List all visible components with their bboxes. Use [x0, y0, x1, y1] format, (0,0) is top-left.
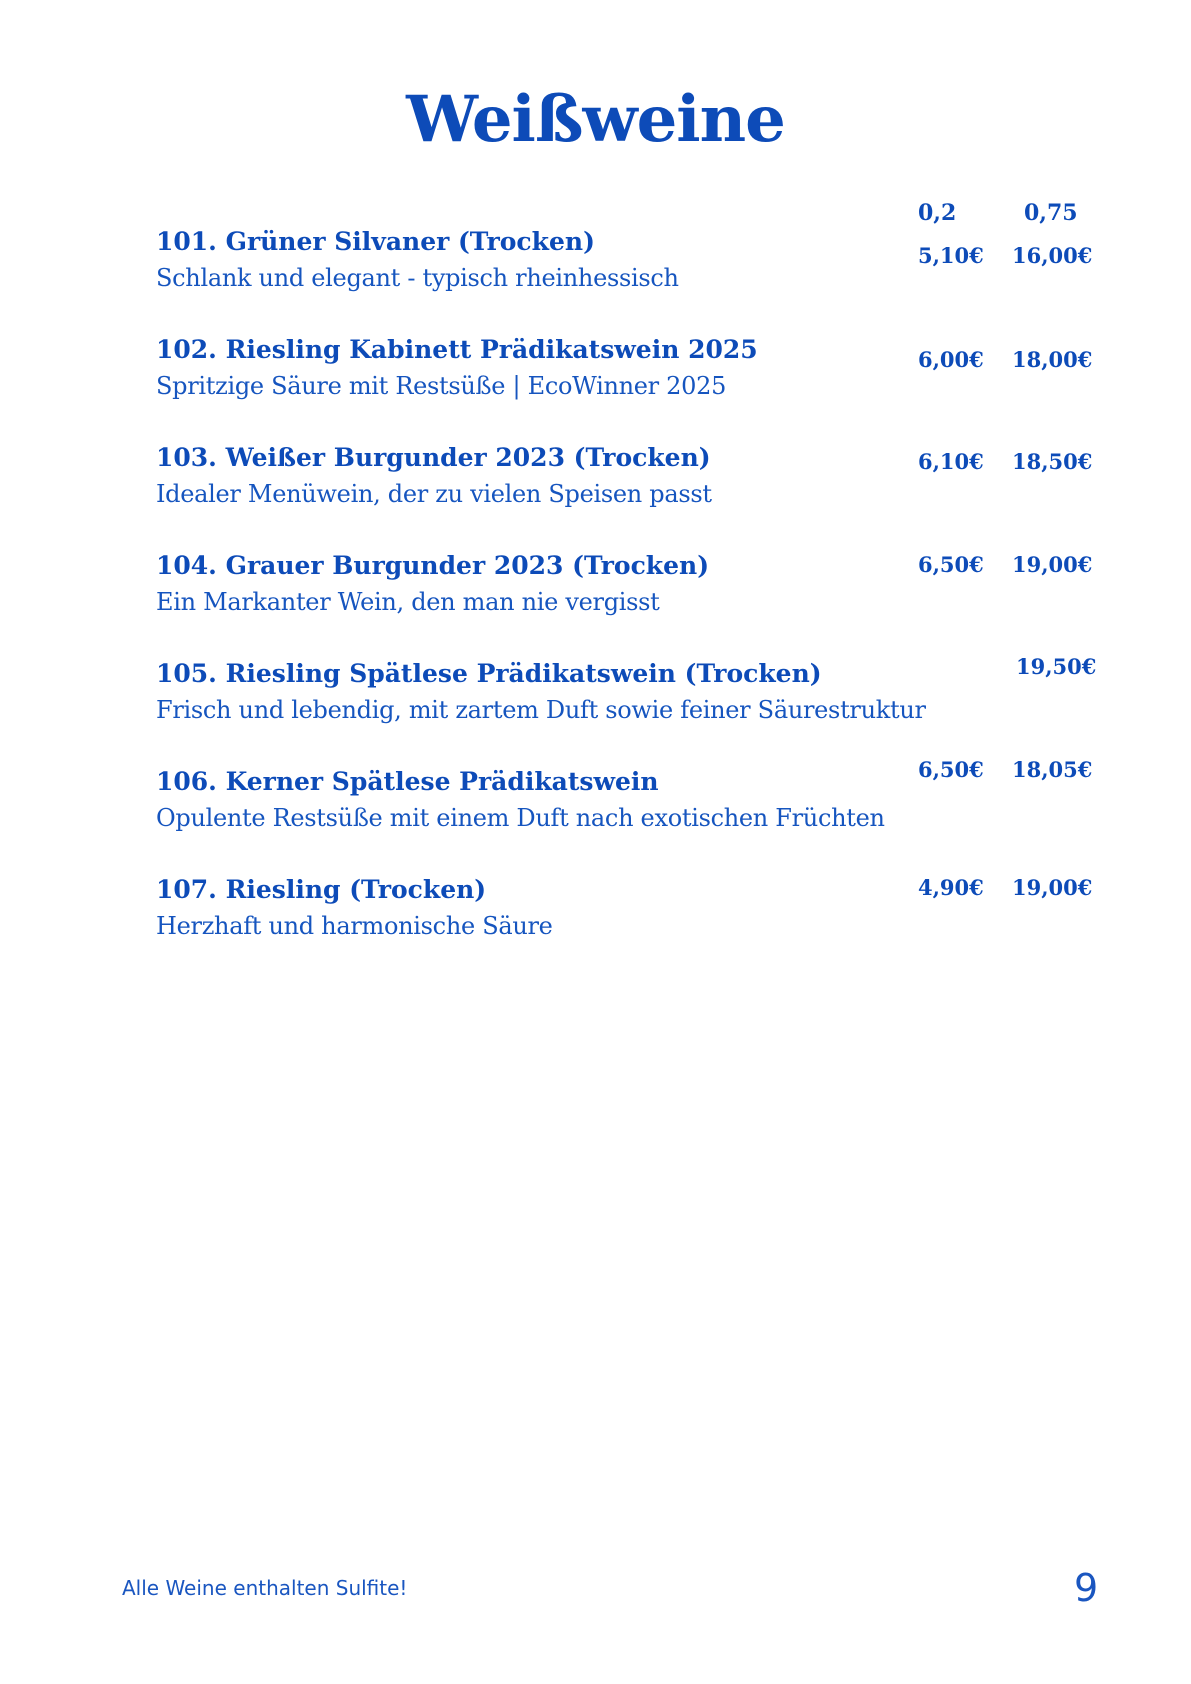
wine-description: Opulente Restsüße mit einem Duft nach exotischen Früchten	[156, 804, 885, 832]
price-large: 19,00€	[1012, 875, 1093, 900]
wine-name: 103. Weißer Burgunder 2023 (Trocken)	[156, 443, 711, 472]
price-large: 19,50€	[1016, 654, 1097, 679]
price-large: 18,05€	[1012, 757, 1093, 782]
wine-name: 104. Grauer Burgunder 2023 (Trocken)	[156, 551, 710, 580]
price-small: 6,50€	[918, 552, 984, 577]
price-small: 6,10€	[918, 449, 984, 474]
wine-name: 106. Kerner Spätlese Prädikatswein	[156, 767, 659, 796]
wine-item	[156, 654, 1156, 737]
price-large: 19,00€	[1012, 552, 1093, 577]
wine-description: Frisch und lebendig, mit zartem Duft sowie feiner Säurestruktur	[156, 696, 926, 724]
wine-description: Idealer Menüwein, der zu vielen Speisen passt	[156, 480, 712, 508]
page-number: 9	[1074, 1566, 1099, 1610]
column-header-large: 0,75	[1024, 200, 1078, 226]
wine-name: 107. Riesling (Trocken)	[156, 875, 487, 904]
price-small: 5,10€	[918, 243, 984, 268]
wine-name: 102. Riesling Kabinett Prädikatswein 2025	[156, 335, 758, 364]
wine-name: 105. Riesling Spätlese Prädikatswein (Trocken)	[156, 659, 822, 688]
price-large: 18,50€	[1012, 449, 1093, 474]
wine-item	[156, 333, 1156, 413]
wine-item	[156, 549, 1156, 629]
wine-description: Spritzige Säure mit Restsüße | EcoWinner 2025	[156, 372, 727, 400]
wine-item	[156, 757, 1156, 845]
price-large: 16,00€	[1012, 243, 1093, 268]
footer-note: Alle Weine enthalten Sulfite!	[122, 1576, 408, 1600]
price-small: 4,90€	[918, 875, 984, 900]
wine-description: Herzhaft und harmonische Säure	[156, 912, 553, 940]
wine-description: Ein Markanter Wein, den man nie vergisst	[156, 588, 660, 616]
price-large: 18,00€	[1012, 347, 1093, 372]
price-small: 6,50€	[918, 757, 984, 782]
wine-item	[156, 873, 1156, 953]
wine-name: 101. Grüner Silvaner (Trocken)	[156, 227, 595, 256]
page-title: Weißweine	[406, 82, 785, 157]
wine-item	[156, 441, 1156, 521]
price-small: 6,00€	[918, 347, 984, 372]
wine-description: Schlank und elegant - typisch rheinhessisch	[156, 264, 679, 292]
column-header-small: 0,2	[918, 200, 957, 226]
wine-item	[156, 225, 1156, 305]
